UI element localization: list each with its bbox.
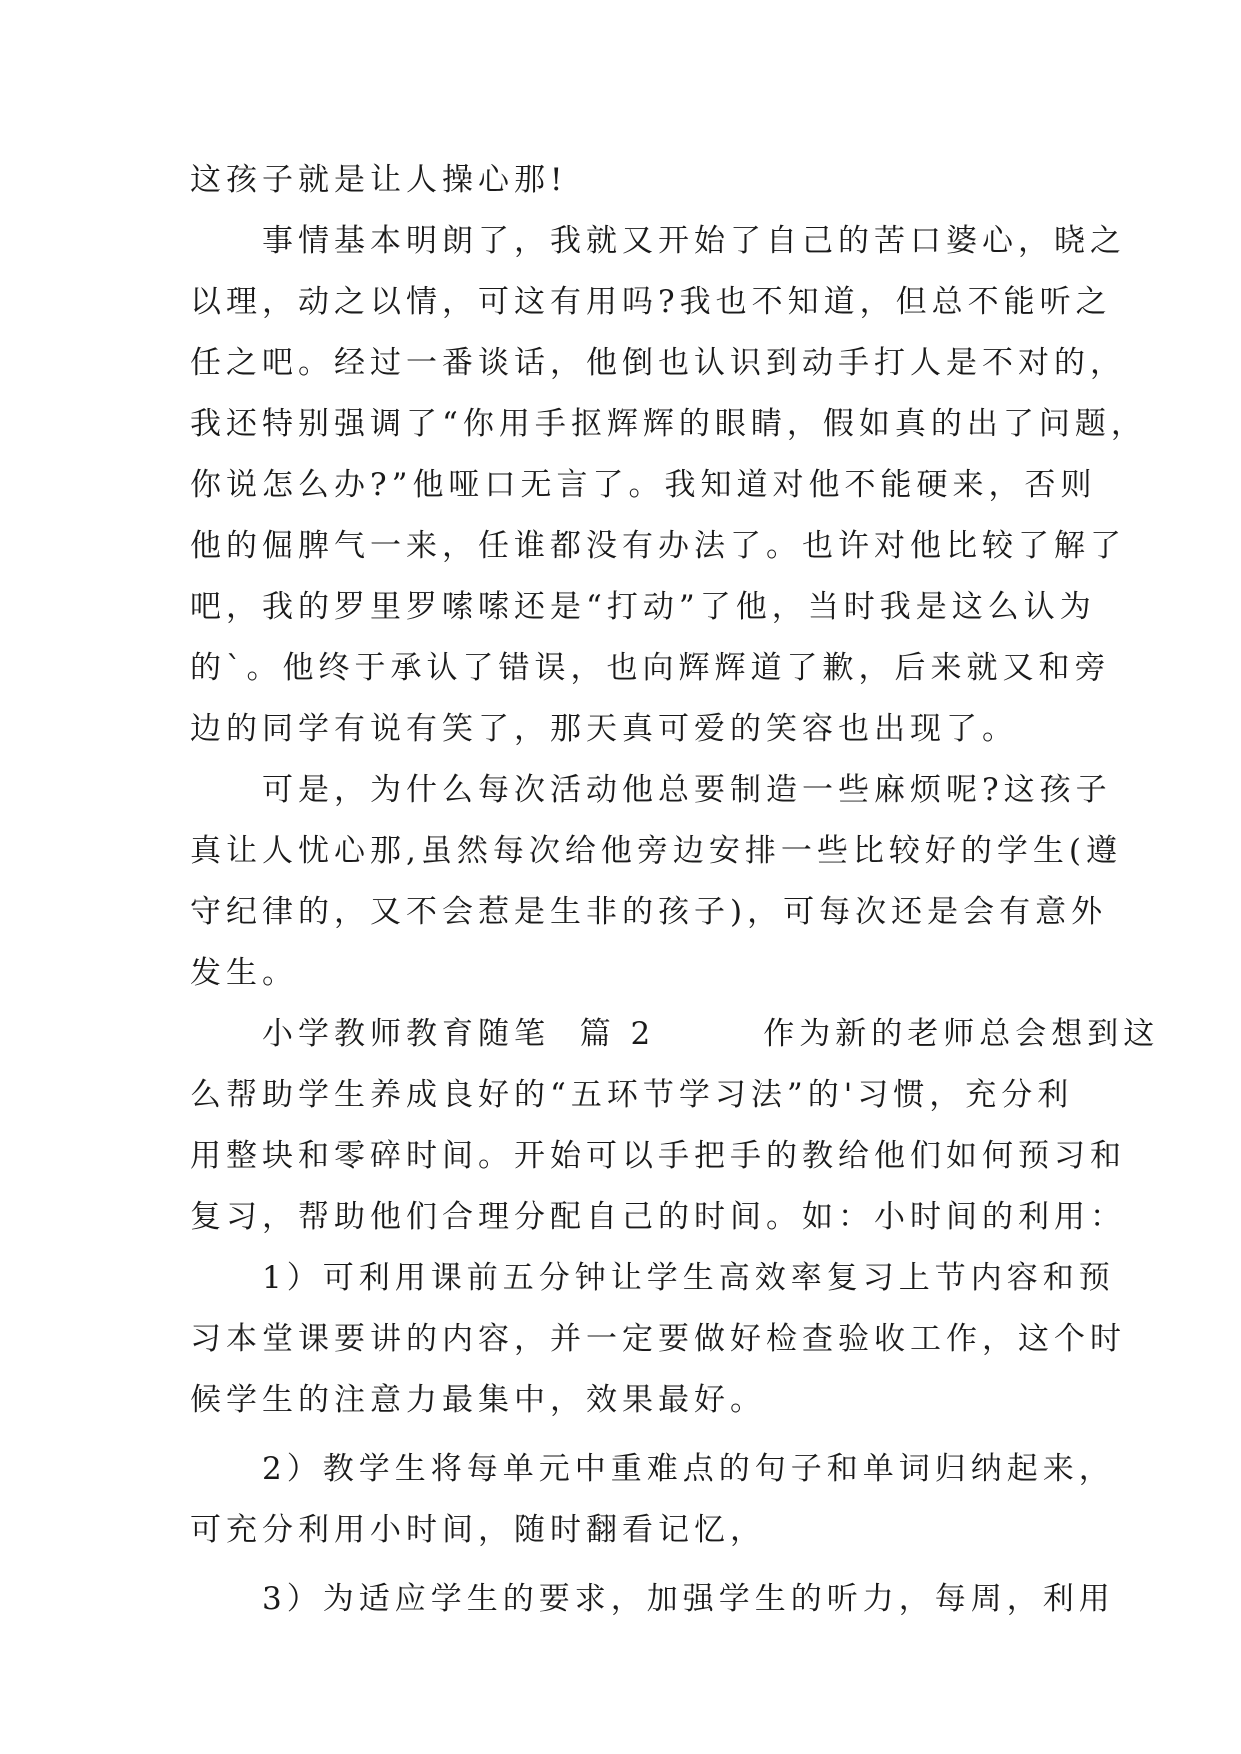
text-line: 复习，帮助他们合理分配自己的时间。如：小时间的利用： [190, 1199, 1126, 1235]
text-line: 可是，为什么每次活动他总要制造一些麻烦呢?这孩子 [190, 772, 1112, 808]
text-line: 事情基本明朗了，我就又开始了自己的苦口婆心，晓之 [190, 223, 1126, 259]
text-line: 任之吧。经过一番谈话，他倒也认识到动手打人是不对的， [190, 345, 1126, 381]
text-line: 发生。 [190, 955, 298, 991]
text-line: 候学生的注意力最集中，效果最好。 [190, 1382, 766, 1418]
text-line: 真让人忧心那,虽然每次给他旁边安排一些比较好的学生(遵 [190, 833, 1122, 869]
text-line: 么帮助学生养成良好的“五环节学习法”的'习惯，充分利 [190, 1077, 1074, 1113]
text-line: 3）为适应学生的要求，加强学生的听力，每周，利用 [190, 1581, 1115, 1617]
text-line: 他的倔脾气一来，任谁都没有办法了。也许对他比较了解了 [190, 528, 1126, 564]
text-line: 可充分利用小时间，随时翻看记忆， [190, 1512, 766, 1548]
document-body [190, 150, 1160, 1630]
text-line: 边的同学有说有笑了，那天真可爱的笑容也出现了。 [190, 711, 1018, 747]
text-line: 以理，动之以情，可这有用吗?我也不知道，但总不能听之 [190, 284, 1112, 320]
text-line: 用整块和零碎时间。开始可以手把手的教给他们如何预习和 [190, 1138, 1126, 1174]
text-line: 2）教学生将每单元中重难点的句子和单词归纳起来， [190, 1451, 1115, 1487]
text-line: 我还特别强调了“你用手抠辉辉的眼睛，假如真的出了问题， [190, 406, 1147, 442]
text-line: 习本堂课要讲的内容，并一定要做好检查验收工作，这个时 [190, 1321, 1126, 1357]
text-line: 这孩子就是让人操心那! [190, 162, 568, 198]
text-line: 守纪律的，又不会惹是生非的孩子)，可每次还是会有意外 [190, 894, 1108, 930]
text-line: 你说怎么办?”他哑口无言了。我知道对他不能硬来，否则 [190, 467, 1097, 503]
text-line: 小学教师教育随笔 篇 2 作为新的老师总会想到这 [190, 1016, 1160, 1052]
text-line: 的`。他终于承认了错误，也向辉辉道了歉，后来就又和旁 [190, 650, 1111, 686]
text-line: 1）可利用课前五分钟让学生高效率复习上节内容和预 [190, 1260, 1115, 1296]
text-line: 吧，我的罗里罗嗦嗦还是“打动”了他，当时我是这么认为 [190, 589, 1096, 625]
